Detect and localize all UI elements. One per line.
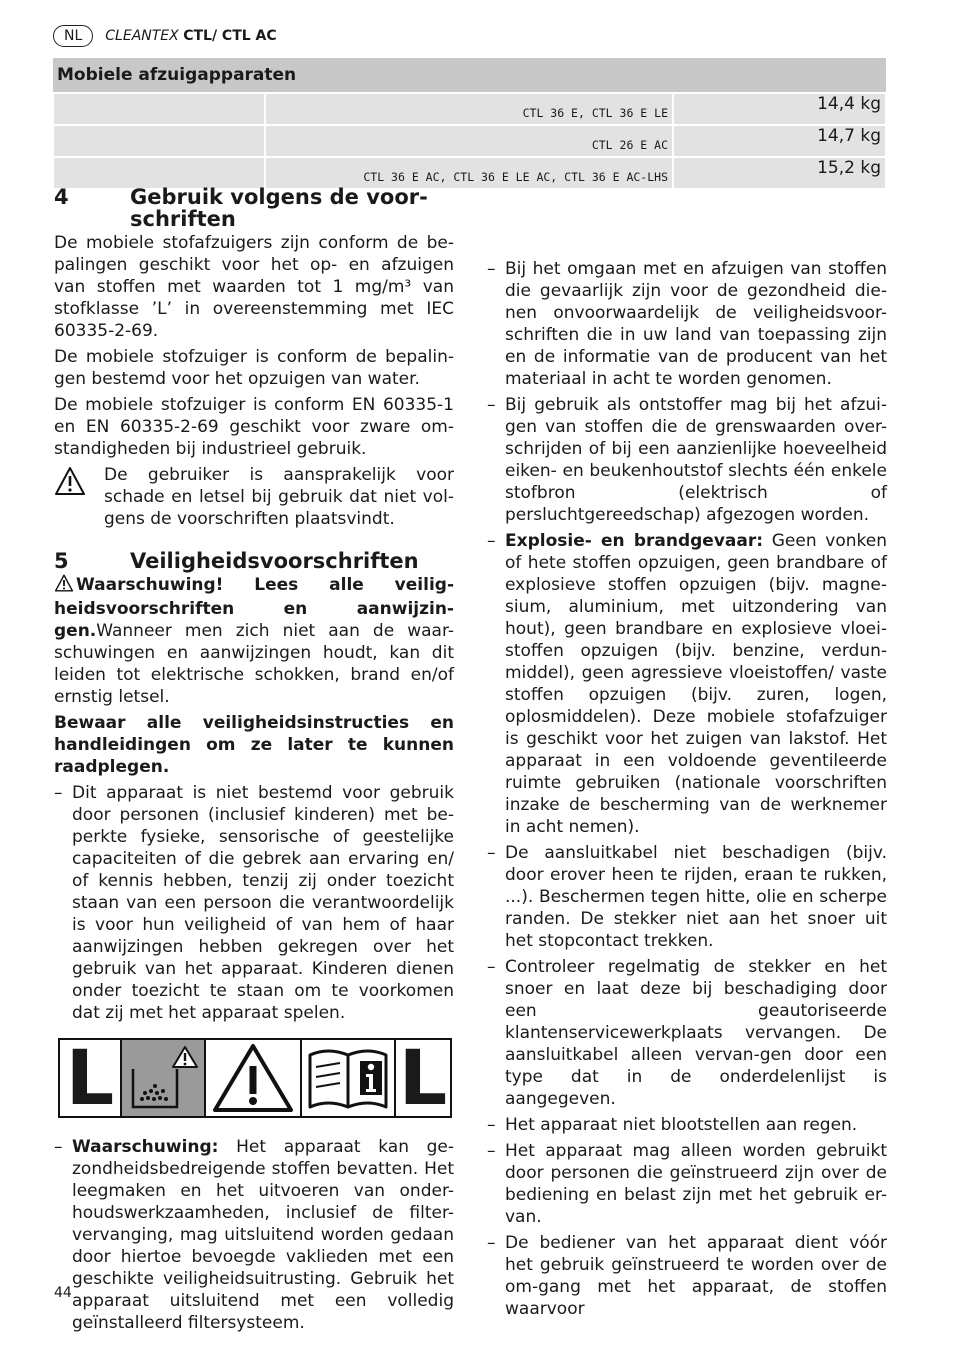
- section-4-heading: [54, 186, 454, 230]
- table-cell-weight: 14,4 kg: [673, 93, 886, 125]
- list-item-text: Het apparaat kan ge-zondheidsbedreigende stoffen bevatten. Het leegmaken en het uitvoeren van onder-houdswerkzaamheden, inclusief de filter-vervanging, mag uitsluitend worden gedaan door hiertoe bevoegde vaklieden met een geschikte veiligheidsuitrusting. Gebruik het apparaat uitsluitend met een volledig geïnstalleerd filtersysteem.: [72, 1137, 455, 1333]
- warning-triangle-icon: [54, 574, 76, 598]
- manual-info-icon: [302, 1040, 396, 1116]
- section-5-heading: [54, 550, 454, 572]
- table-cell-models: CTL 36 E AC, CTL 36 E LE AC, CTL 36 E AC-LHS: [265, 157, 673, 189]
- table-cell-models: CTL 26 E AC: [265, 125, 673, 157]
- language-badge: NL: [53, 25, 93, 47]
- dust-class-l-right: [396, 1033, 450, 1122]
- warning-triangle-icon: [206, 1040, 302, 1116]
- list-item-text: Geen vonken of hete stoffen opzuigen, geen brandbare of explosieve stoffen opzuigen (bijv. magne-sium, aluminium, met uitzondering van hout), geen brandbare en explosieve vloei-stoffen opzuigen (bijv. benzine, verdun-middel), geen agressieve vloeistoffen/ vaste stoffen opzuigen (bijv. zuren, logen, oplosmiddelen). Deze mobiele stofafzuiger is geschikt voor het zuigen van lakstof. Het apparaat in een voldoende geventileerde ruimte gebruiken (nationale voorschriften inzake de bescherming van de werknemer in acht nemen).: [505, 531, 887, 837]
- page-header: [53, 24, 277, 48]
- page-number: 44: [54, 1285, 72, 1301]
- list-item: – Controleer regelmatig de stekker en het snoer en laat deze bij beschadiging door een geautoriseerde klantenservicewerkplaats vervangen. De aansluitkabel alleen vervan-gen door een type dat in de onderdelenlijst is aangegeven.: [487, 956, 887, 1110]
- weight-table-title: Mobiele afzuigapparaten: [53, 58, 886, 93]
- right-column-content: [487, 258, 887, 1324]
- list-item: [487, 530, 887, 838]
- list-item: – De bediener van het apparaat dient vóór het gebruik geïnstrueerd te worden over de om-gang met het apparaat, de stoffen waarvoor: [487, 1232, 887, 1320]
- warning-paragraph: [54, 574, 454, 708]
- list-item-bold: Waarschuwing:: [72, 1137, 219, 1157]
- safety-list: [54, 1136, 454, 1334]
- list-item: [54, 1136, 454, 1334]
- keep-instructions-text: Bewaar alle veiligheidsinstructies en handleidingen om ze later te kunnen raadplegen.: [54, 713, 454, 777]
- liability-notice: [54, 464, 454, 530]
- dust-class-l-left: [60, 1033, 122, 1122]
- table-row: [53, 125, 886, 157]
- weight-table: [52, 58, 887, 190]
- keep-instructions: [54, 712, 454, 778]
- warning-text: Wanneer men zich niet aan de waar-schuwingen en aanwijzingen houdt, kan dit leiden tot elektrische schokken, brand en/of ernstig letsel.: [54, 621, 454, 707]
- paragraph: De mobiele stofzuiger is conform EN 60335-1 en EN 60335-2-69 geschikt voor zware om-standigheden bij industrieel gebruik.: [54, 395, 454, 459]
- list-item-bold: Explosie- en brandgevaar:: [505, 531, 764, 551]
- left-column: [54, 186, 454, 1338]
- paragraph: De mobiele stofzuiger is conform de bepalin-gen bestemd voor het opzuigen van water.: [54, 347, 454, 389]
- dust-class-letter: L: [65, 1033, 115, 1122]
- brand-name: CLEANTEX: [105, 28, 179, 44]
- table-cell-models: CTL 36 E, CTL 36 E LE: [265, 93, 673, 125]
- warning-triangle-icon: [54, 464, 104, 530]
- table-cell-empty: [53, 125, 265, 157]
- dust-class-letter: L: [398, 1033, 448, 1122]
- paragraph: De mobiele stofafzuigers zijn conform de be-palingen geschikt voor het op- en afzuigen van stoffen met waarden tot 1 mg/m³ van stofklasse ’L’ in overeenstemming met IEC 60335-2-69.: [54, 233, 454, 341]
- list-item: – Het apparaat niet blootstellen aan regen.: [487, 1114, 887, 1136]
- pictogram-strip: [58, 1033, 452, 1122]
- table-cell-weight: 15,2 kg: [673, 157, 886, 189]
- section-number: 5: [54, 549, 69, 573]
- warning-title: Waarschuwing! Lees alle veilig-heidsvoorschriften en aanwijzin-gen.: [54, 575, 454, 641]
- section-title: Gebruik volgens de voor-schriften: [130, 185, 428, 231]
- notice-text: De gebruiker is aansprakelijk voor schade en letsel bij gebruik dat niet vol-gens de voorschriften plaatsvindt.: [104, 465, 454, 529]
- table-row: [53, 93, 886, 125]
- table-cell-weight: 14,7 kg: [673, 125, 886, 157]
- table-cell-empty: [53, 93, 265, 125]
- model-name: CTL/ CTL AC: [183, 28, 277, 44]
- list-item: – Dit apparaat is niet bestemd voor gebruik door personen (inclusief kinderen) met be-perkte fysieke, sensorische of geestelijke capaciteiten of die gebrek aan ervaring en/ of kennis hebben, tenzij zij onder toezicht staan van een persoon die verantwoordelijk is voor hun veiligheid of van hem of haar aanwijzingen hebben gekregen over het gebruik van het apparaat. Kinderen dienen onder toezicht te staan om te voorkomen dat zij met het apparaat spelen.: [54, 782, 454, 1024]
- list-item: – Bij gebruik als ontstoffer mag bij het afzui-gen van stoffen die de grenswaarden over-schrijden of bij een aanzienlijke hoeveelheid eiken- en beukenhoutstof slechts één enkele stofbron (elektrisch of persluchtgereedschap) afgezogen worden.: [487, 394, 887, 526]
- list-item: – Bij het omgaan met en afzuigen van stoffen die gevaarlijk zijn voor de gezondheid die-nen onvoorwaardelijk de veiligheidsvoor-schriften die in uw land van toepassing zijn en de informatie van de producent van het materiaal in acht te worden genomen.: [487, 258, 887, 390]
- section-title: Veiligheidsvoorschriften: [130, 549, 419, 573]
- dust-hazard-icon: [122, 1040, 206, 1116]
- safety-list: [54, 782, 454, 1024]
- list-item: – Het apparaat mag alleen worden gebruikt door personen die geïnstrueerd zijn over de bediening en belast zijn met het gebruik er-van.: [487, 1140, 887, 1228]
- product-name: [105, 28, 276, 44]
- section-number: 4: [54, 185, 69, 209]
- safety-list: [487, 258, 887, 1320]
- list-item: – De aansluitkabel niet beschadigen (bijv. door erover heen te rijden, eraan te rukken, ...). Beschermen tegen hitte, olie en scherpe randen. De stekker niet aan het snoer uit het stopcontact trekken.: [487, 842, 887, 952]
